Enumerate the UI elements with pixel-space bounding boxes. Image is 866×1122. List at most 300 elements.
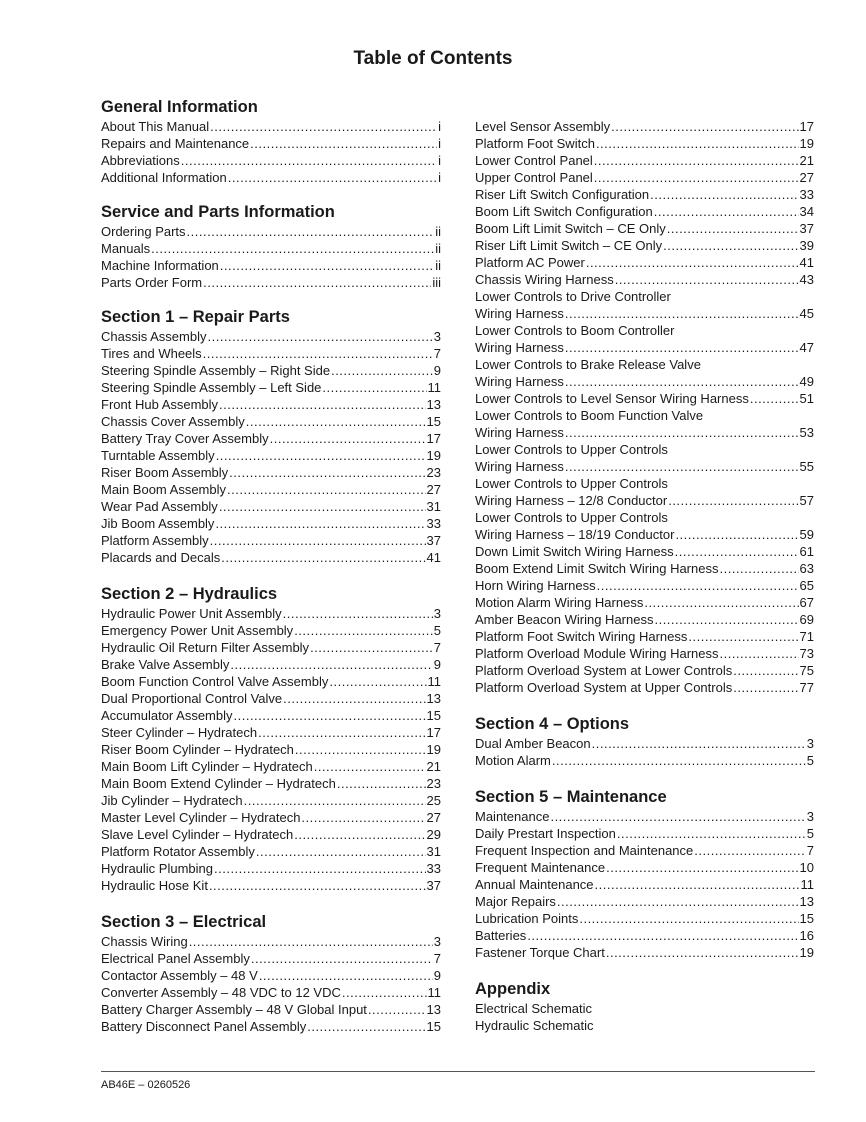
toc-entry-page: 15 [426, 708, 441, 723]
toc-entry[interactable] [475, 808, 814, 825]
toc-entry-page: 3 [806, 736, 814, 751]
toc-entry-page: 65 [799, 578, 814, 593]
toc-section [475, 118, 814, 696]
toc-entry-title: Boom Lift Switch Configuration [475, 204, 653, 219]
toc-entry-page: 21 [799, 153, 814, 168]
toc-entry-title: Hydraulic Power Unit Assembly [101, 606, 282, 621]
dot-leader [565, 458, 799, 475]
toc-entry-title: Placards and Decals [101, 550, 221, 565]
toc-entry[interactable] [475, 735, 814, 752]
dot-leader [654, 611, 798, 628]
toc-entry[interactable] [101, 792, 441, 809]
toc-entry-page: 34 [799, 204, 814, 219]
toc-entry[interactable] [101, 673, 441, 690]
toc-entry-title: Maintenance [475, 809, 550, 824]
toc-entry-page: 11 [427, 985, 441, 1000]
toc-entry[interactable] [475, 152, 814, 169]
toc-section [475, 787, 814, 961]
toc-entry-title: Wear Pad Assembly [101, 499, 218, 514]
toc-entry-page: 19 [426, 742, 441, 757]
toc-entry-title: Steering Spindle Assembly – Right Side [101, 363, 331, 378]
toc-entry-page: 17 [426, 431, 441, 446]
toc-entry[interactable] [475, 458, 814, 475]
toc-entry[interactable] [475, 577, 814, 594]
toc-entry[interactable] [475, 825, 814, 842]
toc-entry[interactable] [475, 662, 814, 679]
dot-leader [586, 254, 799, 271]
toc-entry-title: Platform Rotator Assembly [101, 844, 255, 859]
toc-entry-page: 39 [799, 238, 814, 253]
toc-entry[interactable] [101, 639, 441, 656]
dot-leader [733, 662, 798, 679]
toc-entry[interactable] [475, 893, 814, 910]
toc-entry-title: Lower Controls to Boom Controller [475, 323, 675, 338]
toc-entry[interactable] [101, 257, 441, 274]
toc-entry[interactable] [475, 169, 814, 186]
toc-entry-title: Platform Overload System at Lower Controls [475, 663, 733, 678]
toc-entry[interactable] [101, 169, 441, 186]
toc-entry[interactable] [475, 594, 814, 611]
dot-leader [368, 1001, 426, 1018]
toc-entry-page: 3 [433, 606, 441, 621]
toc-entry-page: 49 [799, 374, 814, 389]
toc-entry[interactable] [101, 498, 441, 515]
dot-leader [565, 339, 799, 356]
toc-entry-page: 75 [799, 663, 814, 678]
toc-entry[interactable] [475, 237, 814, 254]
toc-entry[interactable] [475, 288, 814, 305]
toc-entry[interactable] [475, 135, 814, 152]
toc-entry[interactable] [101, 707, 441, 724]
dot-leader [219, 396, 425, 413]
toc-entry-page: 53 [799, 425, 814, 440]
toc-entry-list [101, 223, 441, 291]
toc-entry-page: 37 [799, 221, 814, 236]
toc-entry-title: About This Manual [101, 119, 210, 134]
toc-entry[interactable] [475, 543, 814, 560]
toc-entry-title: Boom Function Control Valve Assembly [101, 674, 329, 689]
dot-leader [307, 1018, 425, 1035]
toc-entry-title: Riser Lift Switch Configuration [475, 187, 650, 202]
dot-leader [694, 842, 806, 859]
toc-entry-page: 33 [426, 861, 441, 876]
toc-entry-page: 3 [806, 809, 814, 824]
dot-leader [219, 498, 426, 515]
toc-entry-page: 63 [799, 561, 814, 576]
toc-entry-title: Parts Order Form [101, 275, 203, 290]
dot-leader [234, 707, 426, 724]
toc-right-column [475, 118, 814, 1034]
toc-entry-title: Wiring Harness – 12/8 Conductor [475, 493, 668, 508]
footer-divider [101, 1071, 815, 1072]
toc-entry-title: Tires and Wheels [101, 346, 202, 361]
toc-entry-title: Main Boom Lift Cylinder – Hydratech [101, 759, 313, 774]
toc-entry-title: Additional Information [101, 170, 227, 185]
toc-entry-page: 7 [433, 640, 441, 655]
toc-entry-title: Master Level Cylinder – Hydratech [101, 810, 301, 825]
toc-entry-title: Daily Prestart Inspection [475, 826, 616, 841]
dot-leader [228, 169, 437, 186]
dot-leader [594, 152, 799, 169]
toc-entry-title: Wiring Harness [475, 374, 564, 389]
toc-entry-page: 17 [426, 725, 441, 740]
toc-entry-title: Battery Tray Cover Assembly [101, 431, 269, 446]
toc-entry[interactable] [101, 135, 441, 152]
toc-entry[interactable] [101, 396, 441, 413]
toc-entry[interactable] [475, 944, 814, 961]
dot-leader [244, 792, 426, 809]
toc-entry[interactable] [475, 927, 814, 944]
dot-leader [527, 927, 798, 944]
toc-entry[interactable] [101, 877, 441, 894]
dot-leader [733, 679, 798, 696]
toc-entry-title: Machine Information [101, 258, 219, 273]
toc-entry-title: Abbreviations [101, 153, 180, 168]
toc-entry-page: 15 [426, 414, 441, 429]
toc-entry[interactable] [475, 842, 814, 859]
toc-entry[interactable] [101, 1001, 441, 1018]
toc-entry[interactable] [101, 379, 441, 396]
toc-entry[interactable] [101, 605, 441, 622]
toc-entry-title: Hydraulic Plumbing [101, 861, 213, 876]
dot-leader [220, 257, 434, 274]
toc-entry-title: Hydraulic Schematic [475, 1018, 594, 1033]
dot-leader [258, 724, 425, 741]
dot-leader [215, 515, 425, 532]
dot-leader [221, 549, 425, 566]
dot-leader [203, 345, 433, 362]
toc-entry-page: 9 [433, 968, 441, 983]
toc-entry-title: Level Sensor Assembly [475, 119, 611, 134]
toc-entry[interactable] [475, 645, 814, 662]
toc-entry[interactable] [101, 345, 441, 362]
toc-entry[interactable] [101, 328, 441, 345]
section-heading-general-information: General Information [101, 98, 258, 116]
dot-leader [209, 877, 426, 894]
toc-entry[interactable] [475, 859, 814, 876]
toc-entry-page: 7 [433, 346, 441, 361]
toc-entry-page: 37 [426, 878, 441, 893]
toc-entry[interactable] [475, 390, 814, 407]
toc-entry-title: Amber Beacon Wiring Harness [475, 612, 654, 627]
dot-leader [565, 373, 799, 390]
toc-entry-title: Riser Lift Limit Switch – CE Only [475, 238, 663, 253]
toc-entry[interactable] [475, 910, 814, 927]
toc-entry-title: Dual Amber Beacon [475, 736, 591, 751]
toc-entry-page: ii [435, 258, 441, 273]
toc-entry-title: Chassis Cover Assembly [101, 414, 245, 429]
toc-entry[interactable] [101, 826, 441, 843]
toc-entry-page: 11 [800, 877, 814, 892]
toc-entry[interactable] [475, 560, 814, 577]
toc-section [101, 307, 441, 566]
toc-entry-title: Lubrication Points [475, 911, 579, 926]
toc-entry-page: 5 [806, 826, 814, 841]
toc-entry-page: 15 [426, 1019, 441, 1034]
toc-entry[interactable] [475, 118, 814, 135]
dot-leader [654, 203, 799, 220]
dot-leader [216, 447, 426, 464]
toc-entry[interactable] [101, 240, 441, 257]
toc-entry-title: Batteries [475, 928, 527, 943]
toc-entry-title: Frequent Maintenance [475, 860, 606, 875]
footer-doc-number: AB46E – 0260526 [101, 1079, 191, 1091]
page-title: Table of Contents [353, 48, 513, 69]
toc-entry-page: 7 [806, 843, 814, 858]
toc-entry[interactable] [475, 1017, 814, 1034]
toc-entry-page: 51 [799, 391, 814, 406]
toc-entry[interactable] [101, 809, 441, 826]
toc-entry[interactable] [475, 611, 814, 628]
dot-leader [615, 271, 799, 288]
toc-entry-page: 23 [426, 465, 441, 480]
toc-entry-page: 13 [426, 397, 441, 412]
toc-entry-list [475, 1000, 814, 1034]
toc-entry[interactable] [101, 656, 441, 673]
toc-entry-title: Front Hub Assembly [101, 397, 219, 412]
toc-entry-title: Jib Cylinder – Hydratech [101, 793, 243, 808]
dot-leader [719, 560, 798, 577]
dot-leader [606, 944, 799, 961]
toc-entry-page: 13 [426, 1002, 441, 1017]
toc-entry[interactable] [475, 407, 814, 424]
dot-leader [329, 673, 426, 690]
dot-leader [214, 860, 426, 877]
toc-entry-title: Battery Disconnect Panel Assembly [101, 1019, 307, 1034]
toc-entry-title: Riser Boom Assembly [101, 465, 229, 480]
toc-entry-title: Contactor Assembly – 48 V [101, 968, 258, 983]
toc-entry-page: 23 [426, 776, 441, 791]
toc-entry-title: Lower Controls to Brake Release Valve [475, 357, 701, 372]
toc-entry-title: Annual Maintenance [475, 877, 594, 892]
toc-entry[interactable] [101, 775, 441, 792]
dot-leader [251, 950, 433, 967]
dot-leader [246, 413, 426, 430]
toc-entry-page: 15 [799, 911, 814, 926]
toc-entry-page: 11 [427, 674, 441, 689]
toc-entry-page: 47 [799, 340, 814, 355]
toc-entry-title: Down Limit Switch Wiring Harness [475, 544, 674, 559]
toc-entry[interactable] [475, 356, 814, 373]
dot-leader [688, 628, 798, 645]
dot-leader [663, 237, 798, 254]
toc-entry-title: Electrical Schematic [475, 1001, 593, 1016]
toc-entry-title: Platform Assembly [101, 533, 209, 548]
toc-entry-page: 19 [799, 945, 814, 960]
toc-entry-page: 27 [426, 482, 441, 497]
dot-leader [256, 843, 426, 860]
dot-leader [210, 532, 426, 549]
toc-entry-title: Accumulator Assembly [101, 708, 233, 723]
toc-entry[interactable] [475, 1000, 814, 1017]
toc-entry[interactable] [475, 254, 814, 271]
toc-section [101, 584, 441, 894]
toc-entry-title: Wiring Harness [475, 459, 564, 474]
toc-entry[interactable] [101, 118, 441, 135]
toc-section [101, 912, 441, 1035]
toc-entry[interactable] [101, 481, 441, 498]
toc-entry[interactable] [101, 724, 441, 741]
toc-entry-list [475, 808, 814, 961]
toc-entry-page: ii [435, 241, 441, 256]
toc-entry-title: Horn Wiring Harness [475, 578, 596, 593]
toc-entry[interactable] [101, 464, 441, 481]
toc-entry-title: Manuals [101, 241, 151, 256]
section-heading-service-and-parts-information: Service and Parts Information [101, 203, 335, 221]
toc-entry-title: Steer Cylinder – Hydratech [101, 725, 258, 740]
toc-entry[interactable] [475, 628, 814, 645]
toc-entry[interactable] [101, 758, 441, 775]
toc-entry-page: 41 [799, 255, 814, 270]
dot-leader [596, 135, 799, 152]
toc-entry-title: Boom Extend Limit Switch Wiring Harness [475, 561, 719, 576]
toc-entry-page: 3 [433, 329, 441, 344]
toc-entry-title: Main Boom Extend Cylinder – Hydratech [101, 776, 336, 791]
toc-entry-title: Chassis Assembly [101, 329, 207, 344]
dot-leader [322, 379, 426, 396]
toc-entry-page: 25 [426, 793, 441, 808]
toc-entry-title: Motion Alarm Wiring Harness [475, 595, 644, 610]
toc-entry[interactable] [475, 203, 814, 220]
toc-entry[interactable] [101, 622, 441, 639]
toc-entry-title: Lower Controls to Boom Function Valve [475, 408, 704, 423]
toc-entry-page: 19 [799, 136, 814, 151]
toc-left-column [101, 97, 441, 1035]
toc-entry-title: Hydraulic Hose Kit [101, 878, 208, 893]
toc-entry[interactable] [475, 271, 814, 288]
toc-entry-page: 29 [426, 827, 441, 842]
toc-entry[interactable] [475, 220, 814, 237]
toc-entry[interactable] [101, 690, 441, 707]
dot-leader [667, 220, 799, 237]
dot-leader [270, 430, 426, 447]
toc-entry-list [101, 605, 441, 894]
toc-entry[interactable] [101, 860, 441, 877]
toc-entry-title: Brake Valve Assembly [101, 657, 230, 672]
toc-entry-page: 37 [426, 533, 441, 548]
toc-entry-page: 5 [806, 753, 814, 768]
toc-entry[interactable] [101, 549, 441, 566]
toc-entry-page: 69 [799, 612, 814, 627]
section-heading-section-5-maintenance: Section 5 – Maintenance [475, 788, 667, 806]
toc-entry-page: i [438, 119, 441, 134]
toc-entry-page: 13 [426, 691, 441, 706]
toc-entry[interactable] [101, 984, 441, 1001]
dot-leader [719, 645, 798, 662]
toc-entry[interactable] [101, 1018, 441, 1035]
toc-entry[interactable] [101, 933, 441, 950]
dot-leader [552, 752, 806, 769]
dot-leader [565, 305, 799, 322]
toc-entry[interactable] [475, 305, 814, 322]
toc-entry-title: Platform Overload System at Upper Controls [475, 680, 733, 695]
toc-entry[interactable] [101, 223, 441, 240]
toc-entry-page: 13 [799, 894, 814, 909]
dot-leader [283, 690, 425, 707]
toc-entry[interactable] [475, 475, 814, 492]
toc-entry[interactable] [101, 967, 441, 984]
toc-entry[interactable] [101, 447, 441, 464]
section-heading-section-2-hydraulics: Section 2 – Hydraulics [101, 585, 278, 603]
dot-leader [203, 274, 431, 291]
toc-entry-title: Converter Assembly – 48 VDC to 12 VDC [101, 985, 341, 1000]
toc-entry-page: 43 [799, 272, 814, 287]
toc-entry-title: Ordering Parts [101, 224, 186, 239]
dot-leader [314, 758, 426, 775]
dot-leader [310, 639, 433, 656]
toc-entry[interactable] [475, 424, 814, 441]
dot-leader [644, 594, 798, 611]
toc-entry-title: Platform AC Power [475, 255, 585, 270]
toc-entry[interactable] [101, 741, 441, 758]
toc-entry[interactable] [101, 152, 441, 169]
toc-entry-list [101, 118, 441, 186]
dot-leader [230, 656, 432, 673]
toc-entry-page: i [438, 136, 441, 151]
toc-entry[interactable] [101, 532, 441, 549]
toc-section [475, 714, 814, 769]
dot-leader [294, 826, 425, 843]
toc-entry[interactable] [101, 843, 441, 860]
toc-entry[interactable] [475, 526, 814, 543]
toc-entry[interactable] [101, 274, 441, 291]
toc-entry[interactable] [101, 413, 441, 430]
toc-entry-title: Chassis Wiring Harness [475, 272, 614, 287]
toc-entry[interactable] [101, 950, 441, 967]
toc-entry[interactable] [101, 515, 441, 532]
toc-section [475, 979, 814, 1034]
toc-entry[interactable] [475, 752, 814, 769]
dot-leader [594, 169, 799, 186]
toc-entry-page: 55 [799, 459, 814, 474]
toc-entry-page: 16 [799, 928, 814, 943]
toc-entry-list [475, 118, 814, 696]
dot-leader [259, 967, 433, 984]
toc-entry-list [101, 933, 441, 1035]
toc-entry-page: 61 [799, 544, 814, 559]
toc-entry[interactable] [475, 876, 814, 893]
toc-entry-title: Boom Lift Limit Switch – CE Only [475, 221, 666, 236]
dot-leader [151, 240, 434, 257]
dot-leader [210, 118, 437, 135]
toc-entry[interactable] [475, 339, 814, 356]
toc-entry[interactable] [475, 373, 814, 390]
toc-entry-page: 41 [426, 550, 441, 565]
dot-leader [650, 186, 798, 203]
toc-entry-page: 5 [433, 623, 441, 638]
toc-entry-title: Lower Controls to Level Sensor Wiring Harness [475, 391, 749, 406]
toc-entry-title: Platform Overload Module Wiring Harness [475, 646, 719, 661]
toc-entry[interactable] [101, 430, 441, 447]
toc-entry[interactable] [475, 492, 814, 509]
toc-entry-title: Lower Controls to Drive Controller [475, 289, 671, 304]
dot-leader [592, 735, 806, 752]
toc-entry-title: Wiring Harness – 18/19 Conductor [475, 527, 675, 542]
toc-entry-page: 77 [799, 680, 814, 695]
toc-entry[interactable] [475, 441, 814, 458]
toc-entry-title: Emergency Power Unit Assembly [101, 623, 294, 638]
toc-entry[interactable] [475, 322, 814, 339]
toc-entry-title: Battery Charger Assembly – 48 V Global Input [101, 1002, 367, 1017]
dot-leader [606, 859, 798, 876]
toc-entry[interactable] [101, 362, 441, 379]
toc-entry-page: 71 [799, 629, 814, 644]
toc-entry[interactable] [475, 679, 814, 696]
toc-entry[interactable] [475, 186, 814, 203]
dot-leader [668, 492, 798, 509]
toc-entry-title: Dual Proportional Control Valve [101, 691, 283, 706]
toc-entry[interactable] [475, 509, 814, 526]
